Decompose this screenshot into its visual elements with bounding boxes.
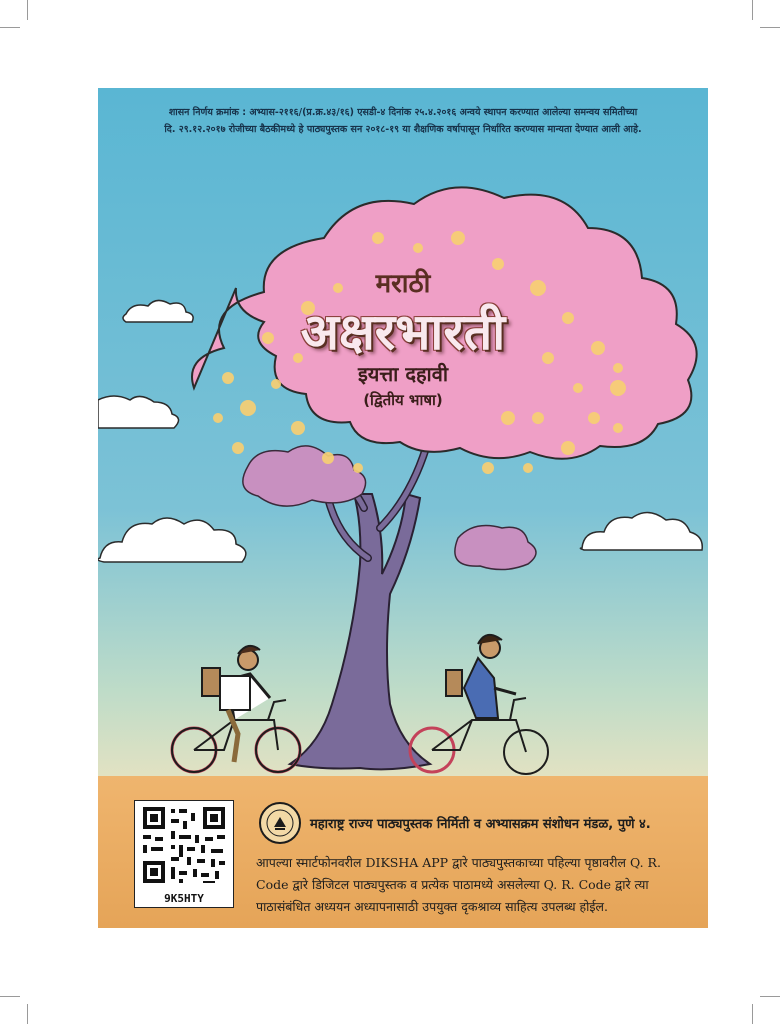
crop-mark [760,27,780,28]
qr-code-label: 9K5HTY [164,892,204,905]
diksha-note [256,852,686,918]
crop-mark [27,1004,28,1024]
crop-mark [760,996,780,997]
standard-label: इयत्ता दहावी [357,362,449,386]
crop-mark [27,0,28,20]
qr-code-icon [135,801,233,889]
language-level-label: (द्वितीय भाषा) [363,391,443,409]
boy-cyclist [172,646,300,772]
book-cover [98,88,708,928]
cloud-icon [580,512,702,550]
notice-line-2: दि. २९.१२.२०१७ रोजीच्या बैठकीमध्ये हे पाठ्यपुस्तक सन २०१८-१९ या शैक्षणिक वर्षापासून निर्धारित करण्यास मान्यता देण्यात आली आहे. [164,124,642,135]
tree-trunk [290,494,430,769]
crop-mark [0,27,20,28]
diksha-line-2: Code द्वारे डिजिटल पाठ्यपुस्तक व प्रत्येक पाठामध्ये असलेल्या Q. R. Code द्वारे त्या [256,877,649,892]
lower-foliage [243,446,366,506]
publisher-name: महाराष्ट्र राज्य पाठ्यपुस्तक निर्मिती व अभ्यासक्रम संशोधन मंडळ, पुणे ४. [310,817,651,832]
crop-mark [0,996,20,997]
qr-code[interactable] [134,800,234,908]
board-logo-icon [259,802,301,844]
diksha-line-1: आपल्या स्मार्टफोनवरील DIKSHA APP द्वारे पाठ्यपुस्तकाच्या पहिल्या पृष्ठावरील Q. R. [256,855,661,870]
cloud-icon [98,518,246,562]
book-title: अक्षरभारती [300,303,506,361]
notice-line-1: शासन निर्णय क्रमांक : अभ्यास-२११६/(प्र.क्र.४३/१६) एसडी-४ दिनांक २५.४.२०१६ अन्वये स्थापन करण्यात आलेल्या समन्वय समितीच्या [168,107,638,118]
subject-title: मराठी [375,269,431,299]
diksha-line-3: पाठासंबंधित अध्ययन अध्यापनासाठी उपयुक्त दृकश्राव्य साहित्य उपलब्ध होईल. [256,899,608,914]
crop-mark [752,0,753,20]
girl-cyclist [410,635,548,774]
crop-mark [752,1004,753,1024]
